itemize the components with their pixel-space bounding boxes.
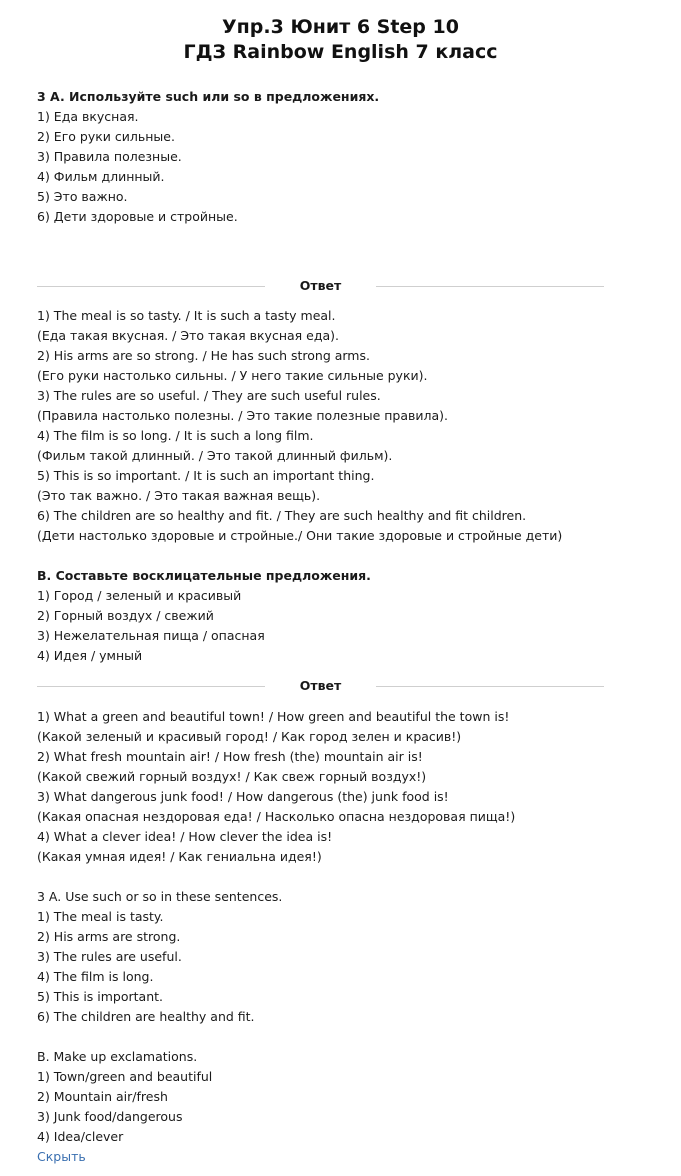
answer-b-line: 3) What dangerous junk food! / How dangerous (the) junk food is!: [37, 789, 449, 804]
answer-b-line: 4) What a clever idea! / How clever the idea is!: [37, 829, 333, 844]
english-a-item: 1) The meal is tasty.: [37, 909, 164, 924]
task-a-item: 2) Его руки сильные.: [37, 129, 175, 144]
answer-b-line: (Какой свежий горный воздух! / Как свеж горный воздух!): [37, 769, 427, 784]
answer-a-section: [37, 306, 661, 546]
english-b-item: 3) Junk food/dangerous: [37, 1109, 183, 1124]
answer-a-line: (Фильм такой длинный. / Это такой длинный фильм).: [37, 448, 393, 463]
english-a-section: [37, 887, 661, 1027]
english-a-item: 6) The children are healthy and fit.: [37, 1009, 255, 1024]
answer-label: Ответ: [299, 678, 342, 693]
answer-divider-b: [37, 676, 604, 696]
english-a-item: 4) The film is long.: [37, 969, 154, 984]
task-b-item: 4) Идея / умный: [37, 648, 143, 663]
task-a-item: 1) Еда вкусная.: [37, 109, 139, 124]
english-b-heading: B. Make up exclamations.: [37, 1049, 198, 1064]
page-title: [0, 0, 681, 65]
task-a-item: 4) Фильм длинный.: [37, 169, 165, 184]
task-b-section: [37, 566, 661, 666]
answer-b-section: [37, 707, 661, 867]
answer-divider-a: [37, 276, 604, 296]
answer-b-line: (Какая умная идея! / Как гениальна идея!): [37, 849, 322, 864]
english-b-section: [37, 1047, 661, 1167]
answer-b-line: (Какая опасная нездоровая еда! / Насколько опасна нездоровая пища!): [37, 809, 516, 824]
answer-b-line: (Какой зеленый и красивый город! / Как город зелен и красив!): [37, 729, 462, 744]
task-a-heading: 3 A. Используйте such или so в предложениях.: [37, 89, 380, 104]
answer-a-line: 5) This is so important. / It is such an important thing.: [37, 468, 375, 483]
title-line-1: Упр.3 Юнит 6 Step 10: [222, 16, 459, 38]
answer-b-line: 2) What fresh mountain air! / How fresh (the) mountain air is!: [37, 749, 423, 764]
answer-a-line: 1) The meal is so tasty. / It is such a tasty meal.: [37, 308, 336, 323]
divider-rule: [376, 686, 604, 687]
english-b-item: 1) Town/green and beautiful: [37, 1069, 213, 1084]
task-a-section: [37, 87, 661, 227]
task-b-item: 2) Горный воздух / свежий: [37, 608, 214, 623]
task-a-item: 5) Это важно.: [37, 189, 128, 204]
task-a-item: 6) Дети здоровые и стройные.: [37, 209, 238, 224]
answer-b-line: 1) What a green and beautiful town! / How green and beautiful the town is!: [37, 709, 510, 724]
answer-a-line: (Его руки настолько сильны. / У него такие сильные руки).: [37, 368, 428, 383]
english-b-item: 4) Idea/clever: [37, 1129, 124, 1144]
answer-a-line: (Правила настолько полезны. / Это такие полезные правила).: [37, 408, 448, 423]
answer-a-line: 4) The film is so long. / It is such a long film.: [37, 428, 314, 443]
answer-a-line: 2) His arms are so strong. / He has such strong arms.: [37, 348, 370, 363]
english-a-item: 3) The rules are useful.: [37, 949, 182, 964]
title-line-2: ГДЗ Rainbow English 7 класс: [183, 41, 498, 63]
english-a-item: 5) This is important.: [37, 989, 164, 1004]
english-b-item: 2) Mountain air/fresh: [37, 1089, 168, 1104]
answer-a-line: (Еда такая вкусная. / Это такая вкусная еда).: [37, 328, 339, 343]
answer-a-line: 3) The rules are so useful. / They are such useful rules.: [37, 388, 381, 403]
answer-a-line: 6) The children are so healthy and fit. / They are such healthy and fit children.: [37, 508, 527, 523]
hide-link[interactable]: Скрыть: [37, 1149, 86, 1164]
english-a-item: 2) His arms are strong.: [37, 929, 181, 944]
divider-rule: [376, 286, 604, 287]
answer-a-line: (Дети настолько здоровые и стройные./ Они такие здоровые и стройные дети): [37, 528, 563, 543]
answer-a-line: (Это так важно. / Это такая важная вещь).: [37, 488, 321, 503]
task-b-item: 1) Город / зеленый и красивый: [37, 588, 242, 603]
task-a-item: 3) Правила полезные.: [37, 149, 182, 164]
task-b-heading: B. Составьте восклицательные предложения.: [37, 568, 371, 583]
english-a-heading: 3 A. Use such or so in these sentences.: [37, 889, 283, 904]
answer-label: Ответ: [299, 278, 342, 293]
task-b-item: 3) Нежелательная пища / опасная: [37, 628, 265, 643]
